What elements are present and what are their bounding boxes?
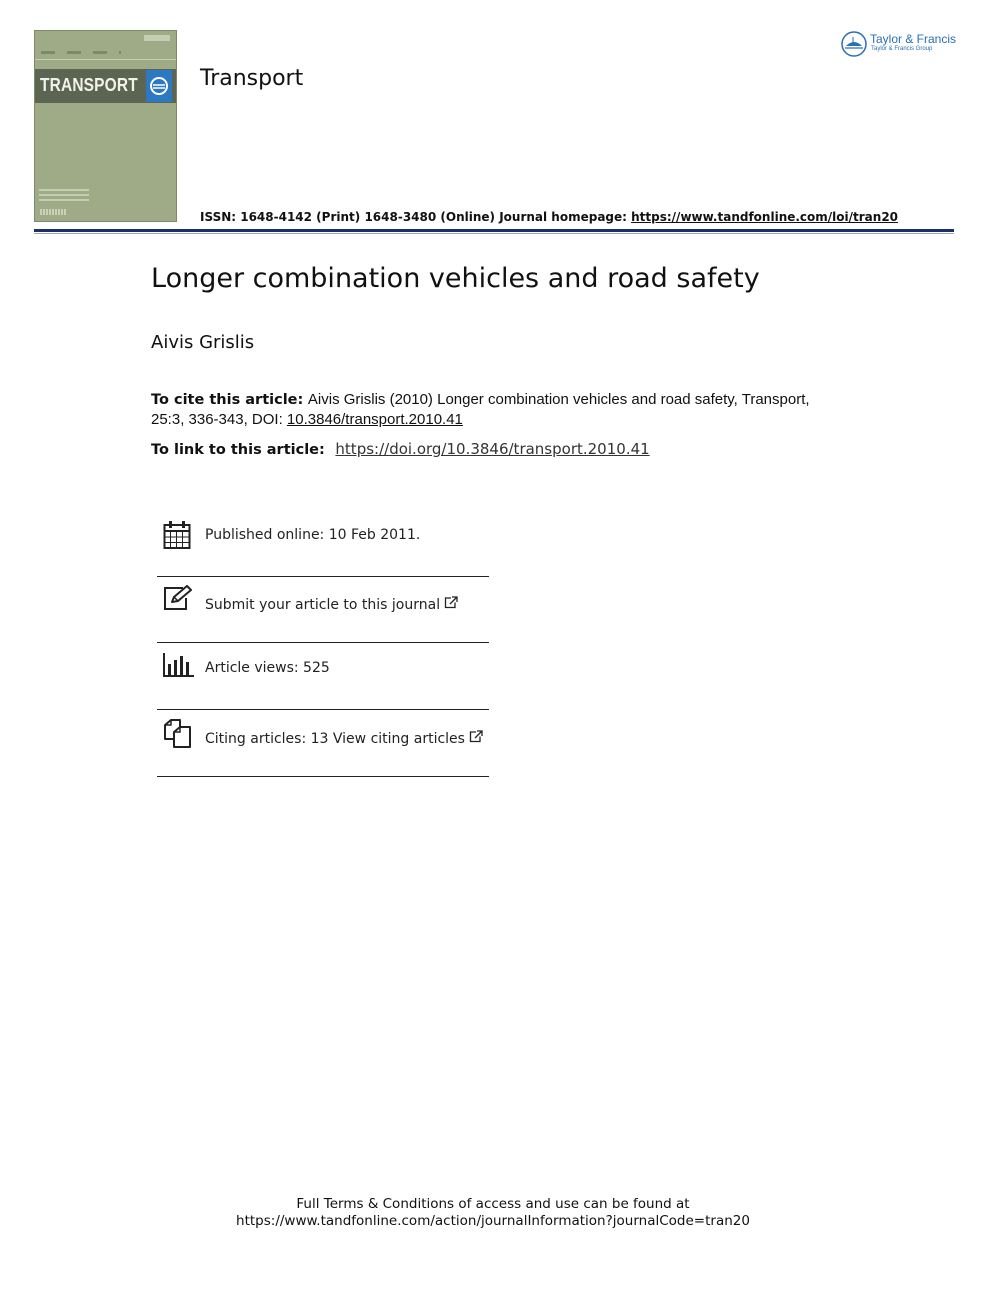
submit-article-item[interactable]: [157, 585, 489, 625]
cover-title: TRANSPORT: [40, 75, 138, 95]
article-doi-link[interactable]: https://doi.org/10.3846/transport.2010.41: [335, 440, 650, 458]
journal-cover-image: [34, 30, 177, 222]
article-title: Longer combination vehicles and road safety: [151, 263, 760, 294]
footer: [0, 1196, 986, 1230]
journal-homepage-link[interactable]: https://www.tandfonline.com/loi/tran20: [631, 210, 899, 224]
cover-logo-icon: [146, 70, 172, 102]
cover-text-lines: [39, 189, 89, 203]
external-link-icon: [469, 730, 483, 743]
cover-issue-box: [144, 35, 170, 41]
article-link-row: [151, 440, 650, 458]
citing-articles-link[interactable]: [205, 731, 483, 747]
info-divider: [157, 576, 489, 577]
published-online-text: Published online: 10 Feb 2011.: [205, 527, 421, 543]
citing-articles-item[interactable]: [157, 718, 489, 758]
citation-doi-link[interactable]: 10.3846/transport.2010.41: [286, 411, 463, 428]
citing-articles-text[interactable]: Citing articles: 13 View citing articles: [205, 731, 465, 747]
cover-publisher-mark: [40, 209, 66, 215]
calendar-icon: [163, 520, 191, 550]
publisher-name: Taylor & Francis: [870, 32, 957, 46]
header-rule-thin: [34, 233, 954, 234]
citation-label: To cite this article:: [151, 392, 304, 408]
external-link-icon: [444, 596, 458, 609]
article-author: Aivis Grislis: [151, 332, 255, 353]
edit-icon: [163, 585, 193, 611]
citation-text: Aivis Grislis (2010) Longer combination vehicles and road safety, Transport, 25:3, 336-343, DOI:: [151, 391, 810, 428]
issn-line: [200, 210, 898, 224]
citing-documents-icon: [163, 719, 193, 749]
journal-name: Transport: [200, 66, 304, 91]
publisher-logo-icon: [840, 30, 868, 58]
footer-terms-text: Full Terms & Conditions of access and use can be found at: [296, 1196, 690, 1212]
info-divider: [157, 776, 489, 777]
published-online-item: [157, 518, 489, 558]
header-rule: [34, 229, 954, 232]
info-divider: [157, 709, 489, 710]
article-views-item: [157, 652, 489, 692]
article-views-text: Article views: 525: [205, 660, 330, 676]
submit-article-link[interactable]: [205, 597, 458, 613]
footer-terms-link[interactable]: https://www.tandfonline.com/action/journalInformation?journalCode=tran20: [236, 1213, 750, 1229]
taylor-francis-logo[interactable]: [840, 30, 956, 58]
info-divider: [157, 642, 489, 643]
bar-chart-icon: [163, 653, 195, 677]
publisher-group: Taylor & Francis Group: [871, 46, 933, 52]
submit-article-text[interactable]: Submit your article to this journal: [205, 597, 441, 613]
cover-divider: [35, 59, 176, 60]
citation-block: [151, 390, 831, 430]
article-link-label: To link to this article:: [151, 442, 325, 458]
issn-text: ISSN: 1648-4142 (Print) 1648-3480 (Online) Journal homepage:: [200, 210, 632, 224]
cover-meta-lines: [41, 51, 121, 54]
